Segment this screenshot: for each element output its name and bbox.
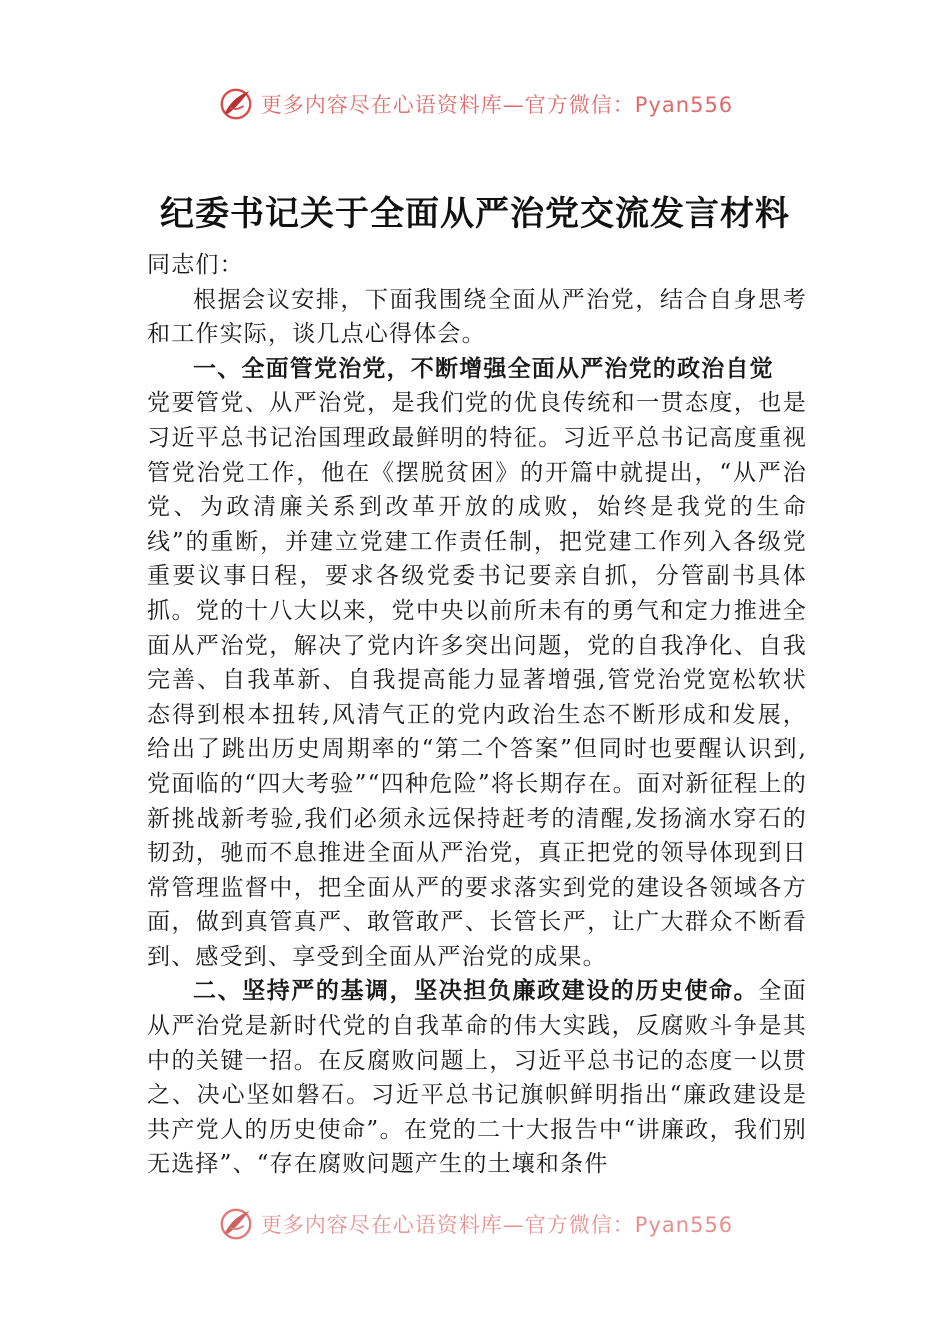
- watermark-banner-bottom: [0, 1204, 950, 1244]
- document-title: 纪委书记关于全面从严治党交流发言材料: [160, 194, 790, 234]
- brush-logo-icon: [217, 1205, 255, 1243]
- section-2-body: 全面从严治党是新时代党的自我革命的伟大实践，反腐败斗争是其中的关键一招。在反腐败问题上，习近平总书记的态度一以贯之、决心坚如磐石。习近平总书记旗帜鲜明指出“廉政建设是共产党人的历史使命”。在党的二十大报告中“讲廉政，我们别无选择”、“存在腐败问题产生的土壤和条件: [147, 978, 807, 1178]
- section-1-heading: 一、全面管党治党，不断增强全面从严治党的政治自觉: [193, 355, 774, 382]
- watermark-text: 更多内容尽在心语资料库—官方微信：Pyan556: [260, 1213, 734, 1237]
- salutation: 同志们：: [147, 252, 244, 278]
- section-2-heading: 二、坚持严的基调，坚决担负廉政建设的历史使命。: [193, 978, 759, 1005]
- document-body: [147, 248, 807, 1182]
- section-1-paragraph: 党要管党、从严治党，是我们党的优良传统和一贯态度，也是习近平总书记治国理政最鲜明的特征。习近平总书记高度重视管党治党工作，他在《摆脱贫困》的开篇中就提出，“从严治党、为政清廉关系到改革开放的成败，始终是我党的生命线”的重断，并建立党建工作责任制，把党建工作列入各级党重要议事日程，要求各级党委书记要亲自抓，分管副书具体抓。党的十八大以来，党中央以前所未有的勇气和定力推进全面从严治党，解决了党内许多突出问题，党的自我净化、自我完善、自我革新、自我提高能力显著增强,管党治党宽松软状态得到根本扭转,风清气正的党内政治生态不断形成和发展，给出了跳出历史周期率的“第二个答案”但同时也要醒认识到,党面临的“四大考验”“四种危险”将长期存在。面对新征程上的新挑战新考验,我们必须永远保持赶考的清醒,发扬滴水穿石的韧劲，驰而不息推进全面从严治党，真正把党的领导体现到日常管理监督中，把全面从严的要求落实到党的建设各领域各方面，做到真管真严、敢管敢严、长管长严，让广大群众不断看到、感受到、享受到全面从严治党的成果。: [147, 390, 807, 970]
- brush-logo-icon: [217, 85, 255, 123]
- watermark-text: 更多内容尽在心语资料库—官方微信：Pyan556: [260, 93, 734, 117]
- section-2-paragraph: [147, 974, 807, 1182]
- watermark-banner-top: [0, 84, 950, 124]
- intro-paragraph: 根据会议安排，下面我围绕全面从严治党，结合自身思考和工作实际，谈几点心得体会。: [147, 286, 807, 348]
